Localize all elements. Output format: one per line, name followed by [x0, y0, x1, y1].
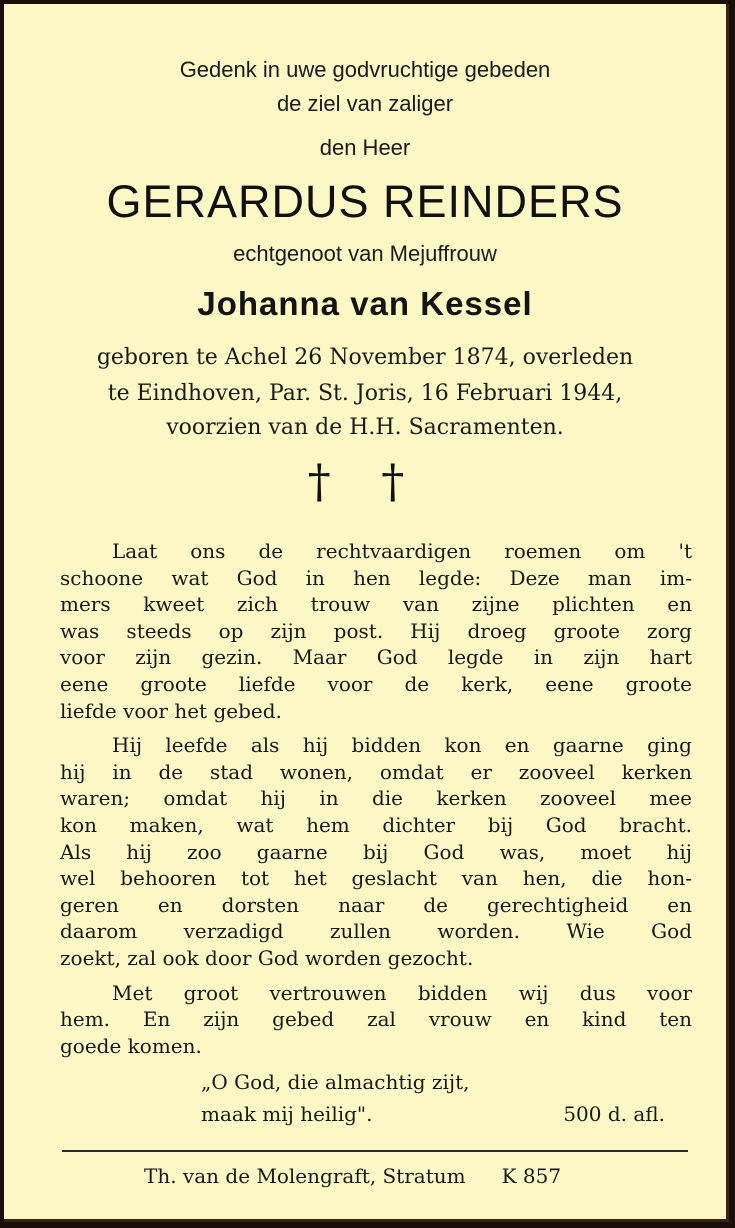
paragraph-3: [60, 980, 692, 1060]
crosses-icon: † †: [307, 454, 423, 508]
text-line: goede komen.: [60, 1033, 202, 1058]
text-line: eene groote liefde voor de kerk, eene groote: [60, 671, 692, 696]
header-line-1: Gedenk in uwe godvruchtige gebeden: [179, 57, 551, 82]
text-line: voor zijn gezin. Maar God legde in zijn hart: [60, 645, 692, 670]
text-line: daarom verzadigd zullen worden. Wie God: [60, 919, 692, 944]
details-line-3: voorzien van de H.H. Sacramenten.: [166, 415, 564, 440]
text-line: zoekt, zal ook door God worden gezocht.: [60, 945, 474, 970]
text-line: kon maken, wat hem dichter bij God bracht.: [60, 812, 692, 837]
divider: [62, 1150, 688, 1152]
details-line-2: te Eindhoven, Par. St. Joris, 16 Februari 1944,: [107, 381, 623, 406]
deceased-name: GERARDUS REINDERS: [106, 176, 624, 227]
relation-line: echtgenoot van Mejuffrouw: [233, 241, 497, 266]
text-line: was steeds op zijn post. Hij droeg groote zorg: [60, 618, 692, 643]
details-line-1: geboren te Achel 26 November 1874, overleden: [96, 345, 634, 370]
text-line: Hij leefde als hij bidden kon en gaarne ging: [112, 733, 692, 758]
meditation-text: [60, 538, 692, 1067]
text-line: geren en dorsten naar de gerechtigheid en: [60, 892, 692, 917]
indulgence-note: 500 d. afl.: [563, 1102, 665, 1126]
text-line: mers kweet zich trouw van zijne plichten en: [60, 592, 692, 617]
paragraph-1: [60, 538, 692, 724]
spouse-name: Johanna van Kessel: [197, 285, 533, 322]
memorial-card: [4, 4, 729, 1222]
paragraph-2: [60, 732, 692, 971]
printer-code: K 857: [501, 1164, 562, 1188]
prayer: [201, 1066, 671, 1130]
text-line: wel behooren tot het geslacht van hen, die hon-: [60, 866, 692, 891]
text-line: Als hij zoo gaarne bij God was, moet hij: [60, 839, 692, 864]
text-line: hem. En zijn gebed zal vrouw en kind ten: [60, 1007, 692, 1032]
text-line: schoone wat God in hen legde: Deze man im-: [60, 565, 692, 590]
printer-name: Th. van de Molengraft, Stratum: [144, 1164, 466, 1188]
header-line-2: de ziel van zaliger: [276, 91, 454, 116]
text-line: Met groot vertrouwen bidden wij dus voor: [112, 980, 692, 1005]
text-line: waren; omdat hij in die kerken zooveel mee: [60, 786, 692, 811]
prayer-line-2: maak mij heilig".: [201, 1102, 373, 1126]
prayer-line-1: „O God, die almachtig zijt,: [201, 1070, 470, 1094]
header-line-3: den Heer: [319, 135, 411, 160]
printer-line: [144, 1162, 561, 1190]
text-line: Laat ons de rechtvaardigen roemen om 't: [112, 539, 692, 563]
text-line: hij in de stad wonen, omdat er zooveel kerken: [60, 759, 692, 784]
text-line: liefde voor het gebed.: [60, 698, 282, 723]
